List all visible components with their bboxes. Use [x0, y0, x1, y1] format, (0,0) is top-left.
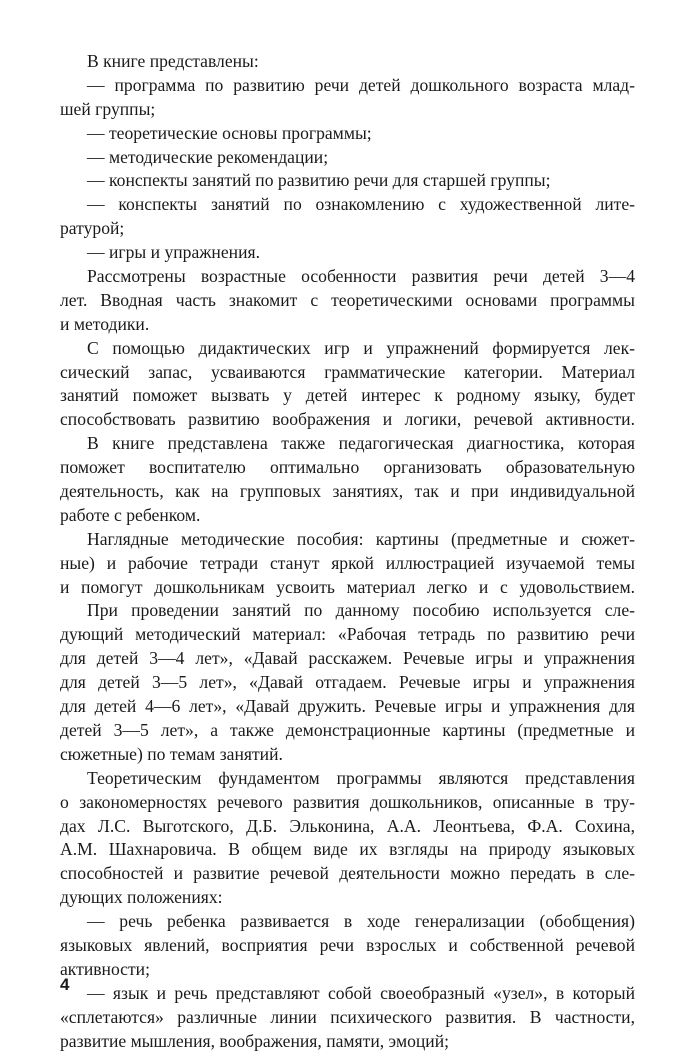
text-line: и помогут дошкольникам усвоить материал легко и с удовольствием. — [60, 576, 635, 597]
text-line: ратурой; — [60, 218, 125, 239]
page-body — [60, 50, 635, 1053]
text-line: для детей 3—5 лет», «Давай отгадаем. Речевые игры и упражнения — [60, 672, 635, 693]
text-line: развитие мышления, воображения, памяти, эмоций; — [60, 1030, 450, 1051]
text-line: дующий методический материал: «Рабочая тетрадь по развитию речи — [60, 624, 635, 645]
text-line: и методики. — [60, 313, 150, 334]
text-line: для детей 3—4 лет», «Давай расскажем. Речевые игры и упражнения — [60, 648, 635, 669]
text-line: поможет воспитателю оптимально организовать образовательную — [60, 457, 635, 478]
text-line: При проведении занятий по данному пособию используется сле- — [87, 600, 635, 621]
text-line: — конспекты занятий по ознакомлению с художественной лите- — [87, 194, 635, 215]
text-line: Теоретическим фундаментом программы являются представления — [87, 767, 635, 788]
text-line: — программа по развитию речи детей дошкольного возраста млад- — [87, 74, 635, 95]
text-line: детей 3—5 лет», а также демонстрационные картины (предметные и — [60, 719, 635, 740]
text-line: сический запас, усваиваются грамматические категории. Материал — [60, 361, 635, 382]
text-line: шей группы; — [60, 98, 156, 119]
text-line: — язык и речь представляют собой своеобразный «узел», в который — [87, 982, 635, 1003]
text-line: С помощью дидактических игр и упражнений формируется лек- — [87, 337, 635, 358]
text-line: дующих положениях: — [60, 887, 223, 908]
text-line: активности; — [60, 958, 150, 979]
text-line: — конспекты занятий по развитию речи для старшей группы; — [87, 170, 551, 191]
text-line: Рассмотрены возрастные особенности развития речи детей 3—4 — [87, 266, 635, 287]
text-line: о закономерностях речевого развития дошкольников, описанные в тру- — [60, 791, 635, 812]
text-line: деятельность, как на групповых занятиях, так и при индивидуальной — [60, 481, 635, 502]
text-line: — методические рекомендации; — [87, 146, 329, 167]
text-line: ные) и рабочие тетради станут яркой иллюстрацией изучаемой темы — [60, 552, 635, 573]
text-line: способствовать развитию воображения и логики, речевой активности. — [60, 409, 635, 430]
text-line: — речь ребенка развивается в ходе генерализации (обобщения) — [87, 911, 635, 932]
text-line: лет. Вводная часть знакомит с теоретическими основами программы — [60, 289, 635, 310]
text-line: «сплетаются» различные линии психического развития. В частности, — [60, 1006, 635, 1027]
text-line: — теоретические основы программы; — [87, 122, 372, 143]
page-number: 4 — [60, 975, 70, 994]
text-line: В книге представлена также педагогическая диагностика, которая — [87, 433, 635, 454]
text-line: — игры и упражнения. — [87, 242, 260, 263]
text-line: языковых явлений, восприятия речи взрослых и собственной речевой — [60, 934, 635, 955]
text-line: занятий поможет вызвать у детей интерес к родному языку, будет — [60, 385, 635, 406]
text-line: дах Л.С. Выготского, Д.Б. Эльконина, А.А. Леонтьева, Ф.А. Сохина, — [60, 815, 635, 836]
text-line: сюжетные) по темам занятий. — [60, 743, 283, 764]
text-line: Наглядные методические пособия: картины (предметные и сюжет- — [87, 528, 635, 549]
text-line: В книге представлены: — [87, 51, 259, 71]
text-line: способностей и развитие речевой деятельности можно передать в сле- — [60, 863, 635, 884]
text-line: работе с ребенком. — [60, 504, 201, 525]
text-line: для детей 4—6 лет», «Давай дружить. Речевые игры и упражнения для — [60, 696, 635, 717]
text-line: А.М. Шахнаровича. В общем виде их взгляды на природу языковых — [60, 839, 635, 860]
